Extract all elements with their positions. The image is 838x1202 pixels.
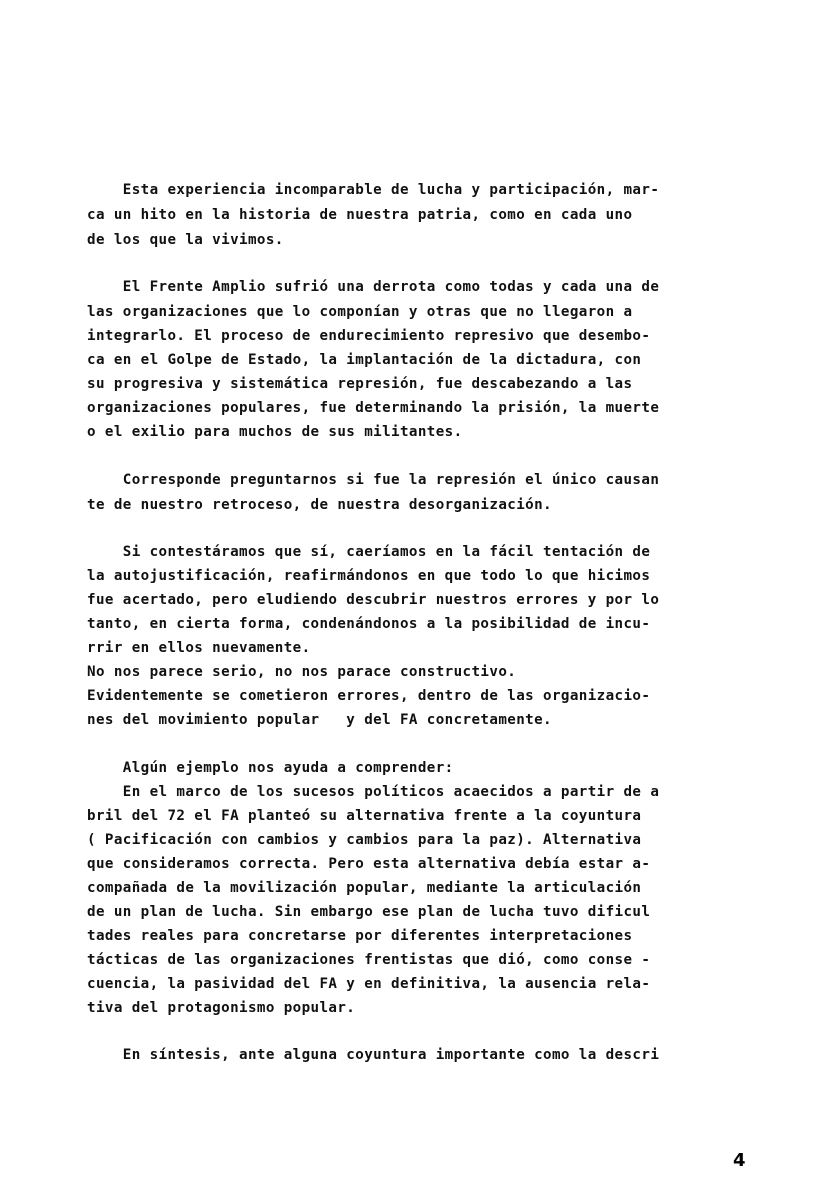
text-line: rrir en ellos nuevamente. <box>87 640 311 656</box>
text-line: ca en el Golpe de Estado, la implantación de la dictadura, con <box>87 352 642 368</box>
text-line: de los que la vivimos. <box>87 232 284 248</box>
text-line: Evidentemente se cometieron errores, dentro de las organizacio- <box>87 688 651 704</box>
text-line: integrarlo. El proceso de endurecimiento represivo que desembo- <box>87 328 651 344</box>
text-line: tiva del protagonismo popular. <box>87 1000 356 1016</box>
text-line: la autojustificación, reafirmándonos en que todo lo que hicimos <box>87 568 651 584</box>
text-line: No nos parece serio, no nos parace constructivo. <box>87 664 517 680</box>
text-line: ( Pacificación con cambios y cambios para la paz). Alternativa <box>87 832 642 848</box>
text-line: bril del 72 el FA planteó su alternativa frente a la coyuntura <box>87 808 642 824</box>
text-line: tades reales para concretarse por diferentes interpretaciones <box>87 928 633 944</box>
text-line: En síntesis, ante alguna coyuntura importante como la descri <box>87 1047 660 1063</box>
text-line: te de nuestro retroceso, de nuestra desorganización. <box>87 497 552 513</box>
page-number: 4 <box>733 1150 746 1171</box>
text-line: cuencia, la pasividad del FA y en definitiva, la ausencia rela- <box>87 976 651 992</box>
text-line: que consideramos correcta. Pero esta alternativa debía estar a- <box>87 856 651 872</box>
text-line: Esta experiencia incomparable de lucha y participación, mar- <box>87 182 660 198</box>
text-line: El Frente Amplio sufrió una derrota como todas y cada una de <box>87 279 660 295</box>
text-line: compañada de la movilización popular, mediante la articulación <box>87 880 642 896</box>
text-line: tácticas de las organizaciones frentistas que dió, como conse - <box>87 952 651 968</box>
text-line: Si contestáramos que sí, caeríamos en la fácil tentación de <box>87 544 651 560</box>
text-line: o el exilio para muchos de sus militantes. <box>87 424 463 440</box>
text-line: tanto, en cierta forma, condenándonos a la posibilidad de incu- <box>87 616 651 632</box>
text-line: Corresponde preguntarnos si fue la represión el único causan <box>87 472 660 488</box>
text-line: su progresiva y sistemática represión, fue descabezando a las <box>87 376 633 392</box>
text-line: organizaciones populares, fue determinando la prisión, la muerte <box>87 400 660 416</box>
text-line: Algún ejemplo nos ayuda a comprender: <box>87 760 454 776</box>
text-line: ca un hito en la historia de nuestra patria, como en cada uno <box>87 207 633 223</box>
text-line: fue acertado, pero eludiendo descubrir nuestros errores y por lo <box>87 592 660 608</box>
text-line: En el marco de los sucesos políticos acaecidos a partir de a <box>87 784 660 800</box>
text-line: las organizaciones que lo componían y otras que no llegaron a <box>87 304 633 320</box>
text-line: nes del movimiento popular y del FA concretamente. <box>87 712 552 728</box>
text-line: de un plan de lucha. Sin embargo ese plan de lucha tuvo dificul <box>87 904 651 920</box>
